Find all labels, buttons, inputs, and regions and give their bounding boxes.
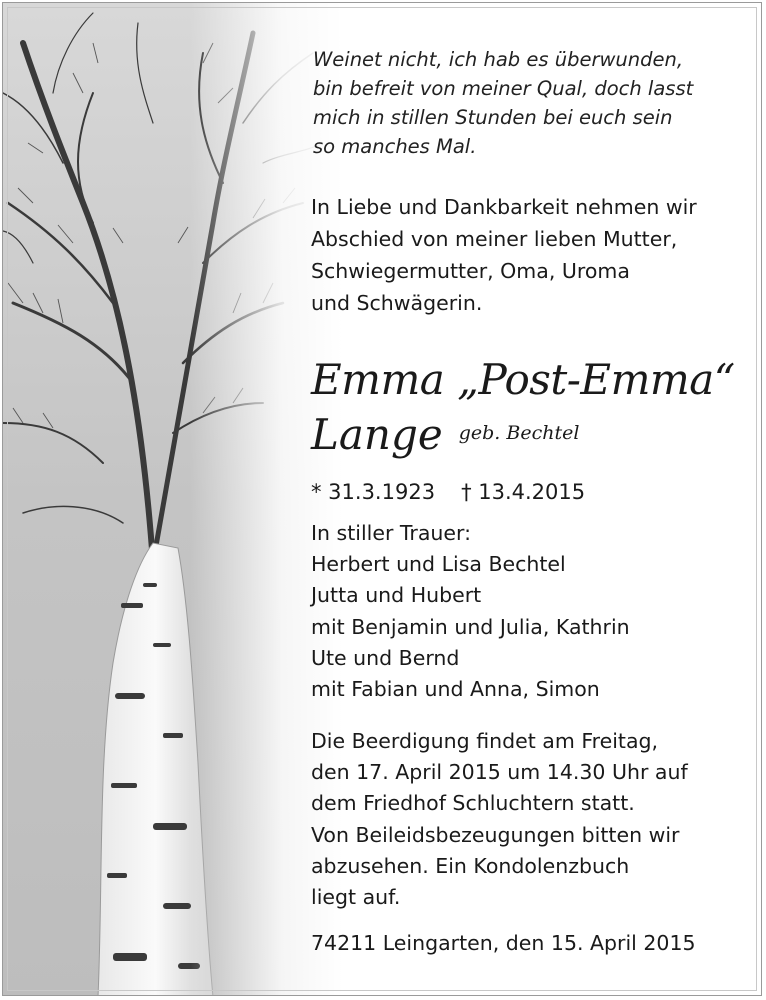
deceased-surname: Lange bbox=[311, 410, 443, 459]
mourners-line: In stiller Trauer: bbox=[311, 521, 471, 545]
life-dates bbox=[311, 477, 585, 507]
funeral-notice bbox=[311, 726, 688, 913]
obituary-frame bbox=[2, 2, 762, 996]
poem-line: mich in stillen Stunden bei euch sein bbox=[313, 106, 673, 129]
funeral-line: Von Beileidsbezeugungen bitten wir bbox=[311, 822, 680, 847]
mourners-line: Ute und Bernd bbox=[311, 645, 460, 670]
birth-date: * 31.3.1923 bbox=[311, 480, 436, 504]
poem-line: Weinet nicht, ich hab es überwunden, bbox=[313, 48, 684, 71]
birch-tree-image bbox=[3, 3, 343, 996]
farewell-line: In Liebe und Dankbarkeit nehmen wir bbox=[311, 195, 697, 219]
place-and-date: 74211 Leingarten, den 15. April 2015 bbox=[311, 931, 696, 955]
poem-line: bin befreit von meiner Qual, doch lasst bbox=[313, 77, 694, 100]
death-date: † 13.4.2015 bbox=[461, 480, 586, 504]
funeral-line: abzusehen. Ein Kondolenzbuch bbox=[311, 853, 630, 878]
farewell-line: Schwiegermutter, Oma, Uroma bbox=[311, 259, 630, 283]
birth-name: geb. Bechtel bbox=[458, 422, 580, 444]
funeral-line: dem Friedhof Schluchtern statt. bbox=[311, 791, 635, 816]
mourners-line: mit Benjamin und Julia, Kathrin bbox=[311, 614, 630, 639]
funeral-line: Die Beerdigung findet am Freitag, bbox=[311, 729, 659, 753]
poem-line: so manches Mal. bbox=[313, 135, 477, 158]
farewell-text bbox=[311, 191, 697, 319]
mourners-list bbox=[311, 518, 630, 705]
deceased-surname-line bbox=[311, 410, 579, 458]
farewell-line: Abschied von meiner lieben Mutter, bbox=[311, 227, 678, 251]
farewell-line: und Schwägerin. bbox=[311, 291, 483, 315]
poem bbox=[313, 45, 693, 161]
funeral-line: liegt auf. bbox=[311, 885, 401, 910]
mourners-line: mit Fabian und Anna, Simon bbox=[311, 677, 600, 702]
funeral-line: den 17. April 2015 um 14.30 Uhr auf bbox=[311, 760, 688, 785]
mourners-line: Jutta und Hubert bbox=[311, 583, 482, 608]
deceased-name: Emma „Post-Emma“ bbox=[311, 355, 735, 404]
mourners-line: Herbert und Lisa Bechtel bbox=[311, 552, 566, 577]
